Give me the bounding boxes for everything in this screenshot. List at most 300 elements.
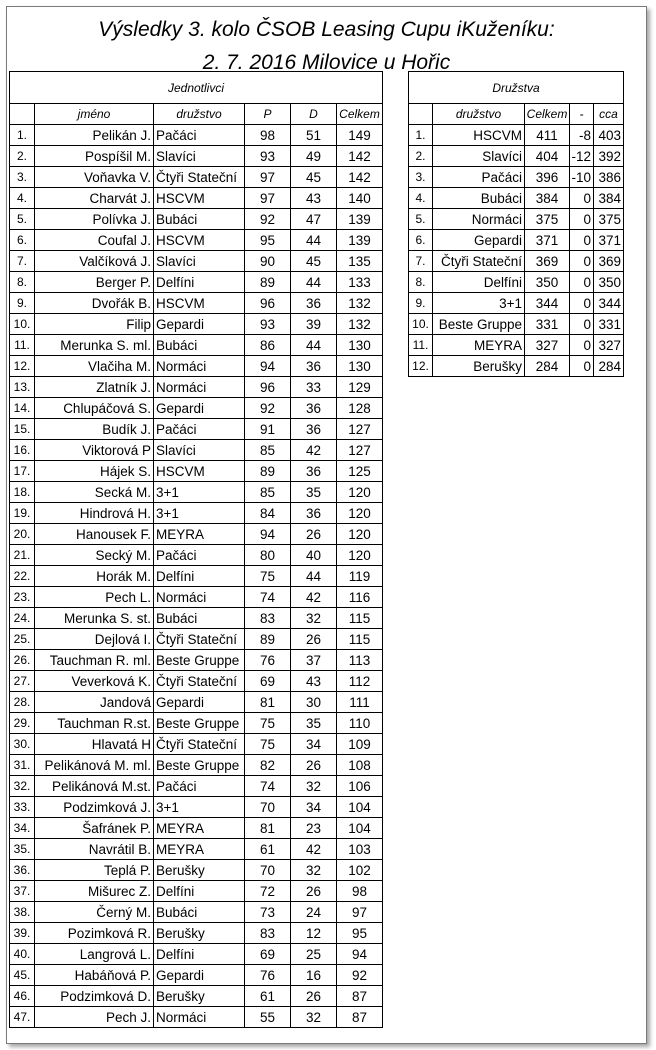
team-total-cell: 344 [525,293,570,314]
d-cell: 32 [291,608,337,629]
name-cell: Pech J. [35,1007,154,1028]
individuals-table [9,71,383,1028]
rank-cell: 35. [10,839,35,860]
cca-cell: 331 [594,314,624,335]
team-rank-header [409,104,433,125]
name-cell: Budík J. [35,419,154,440]
title-line-2: 2. 7. 2016 Milovice u Hořic [202,51,451,74]
table-row [10,881,383,902]
team-total-cell: 375 [525,209,570,230]
column-header-name: jméno [35,104,154,125]
rank-cell: 4. [10,188,35,209]
team-rank-cell: 1. [409,125,433,146]
team-rank-cell: 9. [409,293,433,314]
table-row [10,587,383,608]
total-cell: 111 [337,692,383,713]
rank-cell: 15. [10,419,35,440]
rank-cell: 9. [10,293,35,314]
total-cell: 87 [337,986,383,1007]
table-row [10,377,383,398]
team-cell: Pačáci [154,545,245,566]
individuals-heading: Jednotlivci [10,72,383,104]
table-row [10,398,383,419]
rank-cell: 5. [10,209,35,230]
team-name-cell: MEYRA [433,335,525,356]
teams-heading: Družstva [409,72,624,104]
table-row [10,713,383,734]
cca-cell: 369 [594,251,624,272]
cca-cell: 350 [594,272,624,293]
name-cell: Secký M. [35,545,154,566]
table-row [409,230,624,251]
p-cell: 76 [245,965,291,986]
name-cell: Pech L. [35,587,154,608]
d-cell: 34 [291,797,337,818]
table-row [10,986,383,1007]
total-cell: 128 [337,398,383,419]
rank-cell: 33. [10,797,35,818]
total-cell: 120 [337,545,383,566]
d-cell: 32 [291,1007,337,1028]
name-cell: Navrátil B. [35,839,154,860]
rank-cell: 38. [10,902,35,923]
table-row [10,419,383,440]
rank-cell: 18. [10,482,35,503]
team-cell: Beste Gruppe [154,713,245,734]
table-row [10,545,383,566]
team-name-cell: Slavíci [433,146,525,167]
team-cell: Normáci [154,587,245,608]
team-name-cell: Čtyři Stateční [433,251,525,272]
team-cell: Normáci [154,356,245,377]
team-cell: Delfíni [154,272,245,293]
d-cell: 26 [291,755,337,776]
p-cell: 69 [245,671,291,692]
table-row [10,272,383,293]
team-rank-cell: 4. [409,188,433,209]
rank-cell: 31. [10,755,35,776]
rank-cell: 24. [10,608,35,629]
d-cell: 16 [291,965,337,986]
team-cell: Čtyři Stateční [154,734,245,755]
team-cell: Beste Gruppe [154,755,245,776]
team-cell: Pačáci [154,125,245,146]
team-total-cell: 396 [525,167,570,188]
d-cell: 42 [291,440,337,461]
team-cell: Bubáci [154,335,245,356]
total-cell: 108 [337,755,383,776]
team-rank-cell: 12. [409,356,433,377]
minus-cell: -12 [570,146,594,167]
d-cell: 42 [291,587,337,608]
p-cell: 92 [245,209,291,230]
d-cell: 32 [291,776,337,797]
p-cell: 80 [245,545,291,566]
rank-cell: 7. [10,251,35,272]
rank-cell: 13. [10,377,35,398]
name-cell: Zlatník J. [35,377,154,398]
total-cell: 106 [337,776,383,797]
rank-cell: 34. [10,818,35,839]
column-header-cca: cca [594,104,624,125]
d-cell: 40 [291,545,337,566]
title-line-1: Výsledky 3. kolo ČSOB Leasing Cupu iKuženíku: [98,18,555,41]
table-row [10,461,383,482]
name-cell: Coufal J. [35,230,154,251]
team-cell: Čtyři Stateční [154,671,245,692]
rank-cell: 12. [10,356,35,377]
p-cell: 92 [245,398,291,419]
minus-cell: 0 [570,230,594,251]
table-row [10,797,383,818]
total-cell: 127 [337,440,383,461]
cca-cell: 375 [594,209,624,230]
p-cell: 94 [245,524,291,545]
table-row [409,251,624,272]
name-cell: Teplá P. [35,860,154,881]
d-cell: 34 [291,734,337,755]
rank-cell: 17. [10,461,35,482]
total-cell: 115 [337,629,383,650]
rank-cell: 32. [10,776,35,797]
p-cell: 81 [245,818,291,839]
name-cell: Černý M. [35,902,154,923]
p-cell: 93 [245,314,291,335]
rank-header [10,104,35,125]
p-cell: 70 [245,860,291,881]
rank-cell: 14. [10,398,35,419]
team-cell: Pačáci [154,776,245,797]
total-cell: 103 [337,839,383,860]
total-cell: 120 [337,503,383,524]
p-cell: 95 [245,230,291,251]
name-cell: Charvát J. [35,188,154,209]
total-cell: 95 [337,923,383,944]
p-cell: 69 [245,944,291,965]
name-cell: Chlupáčová S. [35,398,154,419]
p-cell: 76 [245,650,291,671]
rank-cell: 3. [10,167,35,188]
cca-cell: 327 [594,335,624,356]
rank-cell: 6. [10,230,35,251]
cca-cell: 371 [594,230,624,251]
column-header-minus: - [570,104,594,125]
total-cell: 102 [337,860,383,881]
p-cell: 89 [245,629,291,650]
d-cell: 45 [291,167,337,188]
minus-cell: 0 [570,209,594,230]
total-cell: 119 [337,566,383,587]
team-cell: Bubáci [154,902,245,923]
rank-cell: 28. [10,692,35,713]
rank-cell: 1. [10,125,35,146]
table-row [10,839,383,860]
name-cell: Dvořák B. [35,293,154,314]
minus-cell: -10 [570,167,594,188]
table-row [409,356,624,377]
d-cell: 47 [291,209,337,230]
rank-cell: 27. [10,671,35,692]
name-cell: Langrová L. [35,944,154,965]
d-cell: 44 [291,272,337,293]
team-cell: Čtyři Stateční [154,167,245,188]
team-cell: Bubáci [154,608,245,629]
table-row [10,209,383,230]
table-row [10,125,383,146]
team-cell: HSCVM [154,230,245,251]
p-cell: 85 [245,482,291,503]
p-cell: 89 [245,461,291,482]
rank-cell: 26. [10,650,35,671]
rank-cell: 21. [10,545,35,566]
team-total-cell: 331 [525,314,570,335]
table-row [10,860,383,881]
table-row [10,566,383,587]
name-cell: Mišurec Z. [35,881,154,902]
d-cell: 49 [291,146,337,167]
total-cell: 115 [337,608,383,629]
table-row [10,734,383,755]
column-header-team-total: Celkem [525,104,570,125]
name-cell: Dejlová I. [35,629,154,650]
d-cell: 36 [291,356,337,377]
p-cell: 75 [245,734,291,755]
cca-cell: 392 [594,146,624,167]
name-cell: Podzimková D. [35,986,154,1007]
d-cell: 43 [291,671,337,692]
p-cell: 96 [245,377,291,398]
p-cell: 61 [245,986,291,1007]
team-rank-cell: 8. [409,272,433,293]
total-cell: 132 [337,314,383,335]
name-cell: Veverková K. [35,671,154,692]
cca-cell: 344 [594,293,624,314]
column-header-total: Celkem [337,104,383,125]
d-cell: 36 [291,293,337,314]
team-name-cell: Normáci [433,209,525,230]
minus-cell: 0 [570,314,594,335]
rank-cell: 11. [10,335,35,356]
d-cell: 26 [291,986,337,1007]
d-cell: 35 [291,713,337,734]
rank-cell: 45. [10,965,35,986]
cca-cell: 403 [594,125,624,146]
table-row [10,230,383,251]
table-row [10,1007,383,1028]
rank-cell: 22. [10,566,35,587]
team-cell: Delfíni [154,566,245,587]
table-row [409,314,624,335]
minus-cell: 0 [570,335,594,356]
table-row [10,440,383,461]
team-cell: 3+1 [154,797,245,818]
minus-cell: 0 [570,272,594,293]
team-name-cell: Berušky [433,356,525,377]
name-cell: Habáňová P. [35,965,154,986]
p-cell: 75 [245,713,291,734]
total-cell: 149 [337,125,383,146]
p-cell: 91 [245,419,291,440]
table-row [10,608,383,629]
p-cell: 96 [245,293,291,314]
rank-cell: 8. [10,272,35,293]
total-cell: 87 [337,1007,383,1028]
total-cell: 113 [337,650,383,671]
total-cell: 142 [337,167,383,188]
total-cell: 139 [337,230,383,251]
cca-cell: 386 [594,167,624,188]
table-row [10,503,383,524]
rank-cell: 2. [10,146,35,167]
p-cell: 89 [245,272,291,293]
p-cell: 74 [245,587,291,608]
name-cell: Hanousek F. [35,524,154,545]
name-cell: Merunka S. st. [35,608,154,629]
rank-cell: 10. [10,314,35,335]
p-cell: 74 [245,776,291,797]
table-row [409,146,624,167]
team-name-cell: Gepardi [433,230,525,251]
column-header-p: P [245,104,291,125]
total-cell: 129 [337,377,383,398]
name-cell: Jandová [35,692,154,713]
team-name-cell: Bubáci [433,188,525,209]
minus-cell: 0 [570,356,594,377]
d-cell: 33 [291,377,337,398]
table-row [10,251,383,272]
p-cell: 93 [245,146,291,167]
total-cell: 132 [337,293,383,314]
p-cell: 90 [245,251,291,272]
d-cell: 26 [291,629,337,650]
table-row [409,209,624,230]
table-row [10,188,383,209]
table-row [10,629,383,650]
rank-cell: 40. [10,944,35,965]
d-cell: 26 [291,881,337,902]
table-row [10,818,383,839]
d-cell: 35 [291,482,337,503]
total-cell: 133 [337,272,383,293]
name-cell: Pelikán J. [35,125,154,146]
table-row [10,314,383,335]
team-cell: MEYRA [154,818,245,839]
team-total-cell: 284 [525,356,570,377]
d-cell: 43 [291,188,337,209]
d-cell: 24 [291,902,337,923]
team-name-cell: 3+1 [433,293,525,314]
total-cell: 92 [337,965,383,986]
name-cell: Šafránek P. [35,818,154,839]
total-cell: 125 [337,461,383,482]
p-cell: 55 [245,1007,291,1028]
total-cell: 97 [337,902,383,923]
team-cell: Normáci [154,377,245,398]
table-row [10,146,383,167]
name-cell: Viktorová P [35,440,154,461]
team-rank-cell: 2. [409,146,433,167]
team-cell: HSCVM [154,293,245,314]
name-cell: Berger P. [35,272,154,293]
d-cell: 36 [291,398,337,419]
name-cell: Podzimková J. [35,797,154,818]
total-cell: 112 [337,671,383,692]
team-rank-cell: 6. [409,230,433,251]
d-cell: 36 [291,419,337,440]
rank-cell: 37. [10,881,35,902]
name-cell: Tauchman R. ml. [35,650,154,671]
table-row [10,692,383,713]
team-total-cell: 404 [525,146,570,167]
cca-cell: 384 [594,188,624,209]
team-rank-cell: 5. [409,209,433,230]
total-cell: 98 [337,881,383,902]
p-cell: 86 [245,335,291,356]
p-cell: 85 [245,440,291,461]
team-cell: Berušky [154,986,245,1007]
column-header-d: D [291,104,337,125]
d-cell: 45 [291,251,337,272]
team-cell: 3+1 [154,482,245,503]
p-cell: 73 [245,902,291,923]
d-cell: 44 [291,566,337,587]
table-row [409,167,624,188]
total-cell: 135 [337,251,383,272]
table-row [409,272,624,293]
team-total-cell: 350 [525,272,570,293]
table-row [10,965,383,986]
total-cell: 127 [337,419,383,440]
p-cell: 82 [245,755,291,776]
name-cell: Pelikánová M. ml. [35,755,154,776]
table-row [10,335,383,356]
team-cell: HSCVM [154,188,245,209]
total-cell: 104 [337,818,383,839]
name-cell: Pelikánová M.st. [35,776,154,797]
name-cell: Valčíková J. [35,251,154,272]
d-cell: 42 [291,839,337,860]
name-cell: Hlavatá H [35,734,154,755]
total-cell: 142 [337,146,383,167]
total-cell: 140 [337,188,383,209]
team-cell: Delfíni [154,944,245,965]
total-cell: 139 [337,209,383,230]
name-cell: Filip [35,314,154,335]
d-cell: 44 [291,230,337,251]
p-cell: 81 [245,692,291,713]
name-cell: Polívka J. [35,209,154,230]
table-row [10,167,383,188]
name-cell: Secká M. [35,482,154,503]
team-cell: MEYRA [154,839,245,860]
name-cell: Hájek S. [35,461,154,482]
team-cell: Slavíci [154,146,245,167]
column-header-team-name: družstvo [433,104,525,125]
name-cell: Merunka S. ml. [35,335,154,356]
team-total-cell: 411 [525,125,570,146]
minus-cell: 0 [570,188,594,209]
table-row [409,188,624,209]
d-cell: 12 [291,923,337,944]
team-cell: Gepardi [154,965,245,986]
team-cell: Pačáci [154,419,245,440]
p-cell: 72 [245,881,291,902]
table-row [409,293,624,314]
total-cell: 109 [337,734,383,755]
table-row [10,923,383,944]
total-cell: 116 [337,587,383,608]
p-cell: 70 [245,797,291,818]
